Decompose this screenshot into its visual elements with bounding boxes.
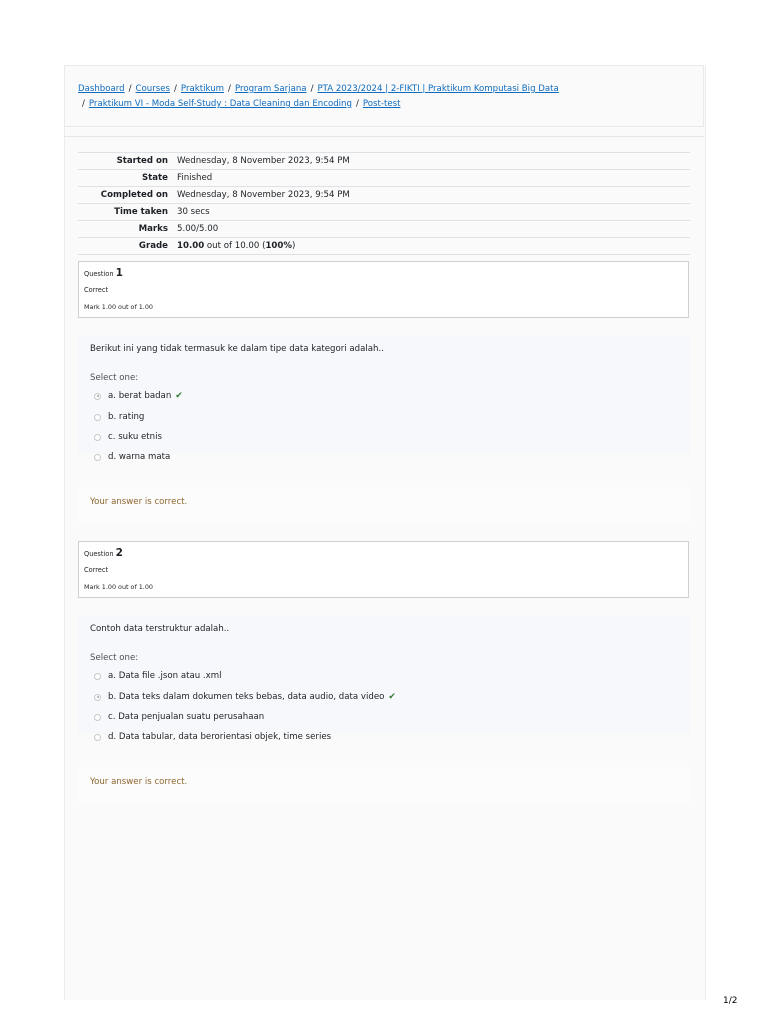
radio-button[interactable] [94,673,101,680]
answer-option-b[interactable]: b. rating [94,412,144,422]
attempt-summary-table [78,152,690,255]
summary-row: State Finished [78,170,690,187]
radio-button[interactable] [94,414,101,421]
summary-row: Time taken 30 secs [78,204,690,221]
breadcrumb-section[interactable]: Praktikum VI - Moda Self-Study : Data Cleaning dan Encoding [88,99,352,109]
page-number: 1/2 [723,996,738,1006]
select-prompt: Select one: [90,373,139,383]
breadcrumb-post-test[interactable]: Post-test [362,99,401,109]
select-prompt: Select one: [90,653,139,663]
answer-option-d[interactable]: d. warna mata [94,452,170,462]
question-formulation-1 [78,336,690,462]
question-state: Correct [84,566,109,574]
answer-option-a[interactable]: a. berat badan ✔ [94,391,183,401]
divider [64,136,704,137]
question-mark: Mark 1.00 out of 1.00 [84,583,153,591]
answer-option-c[interactable]: c. Data penjualan suatu perusahaan [94,712,264,722]
checkmark-icon: ✔ [175,391,183,401]
summary-row: Started on Wednesday, 8 November 2023, 9:54 PM [78,153,690,170]
answer-option-b[interactable]: b. Data teks dalam dokumen teks bebas, data audio, data video ✔ [94,692,396,702]
checkmark-icon: ✔ [388,692,396,702]
summary-row: Marks 5.00/5.00 [78,221,690,238]
answer-option-d[interactable]: d. Data tabular, data berorientasi objek, time series [94,732,331,742]
summary-row: Completed on Wednesday, 8 November 2023, 9:54 PM [78,187,690,204]
feedback-2: Your answer is correct. [78,767,690,804]
radio-button[interactable] [94,714,101,721]
question-text: Berikut ini yang tidak termasuk ke dalam tipe data kategori adalah.. [90,344,384,354]
breadcrumb-dashboard[interactable]: Dashboard [78,84,125,94]
radio-button[interactable] [94,734,101,741]
question-info-1: Question 1 Correct Mark 1.00 out of 1.00 [78,261,689,318]
breadcrumb-course[interactable]: PTA 2023/2024 | 2-FIKTI | Praktikum Komputasi Big Data [317,84,559,94]
summary-row: Grade 10.00 out of 10.00 (100%) [78,238,690,255]
radio-button[interactable] [94,454,101,461]
radio-button[interactable] [94,393,101,400]
question-state: Correct [84,286,109,294]
answer-option-c[interactable]: c. suku etnis [94,432,162,442]
question-text: Contoh data terstruktur adalah.. [90,624,230,634]
breadcrumb: Dashboard / Courses / Praktikum / Program Sarjana / PTA 2023/2024 | 2-FIKTI | Praktikum Komputasi Big Data / Praktikum VI - Moda Self-Study : Data Cleaning dan Encoding / Post-test [64,65,704,127]
question-mark: Mark 1.00 out of 1.00 [84,303,153,311]
breadcrumb-courses[interactable]: Courses [135,84,171,94]
answer-option-a[interactable]: a. Data file .json atau .xml [94,671,222,681]
question-info-2: Question 2 Correct Mark 1.00 out of 1.00 [78,541,689,598]
radio-button[interactable] [94,694,101,701]
question-formulation-2 [78,616,690,742]
breadcrumb-program-sarjana[interactable]: Program Sarjana [234,84,307,94]
breadcrumb-praktikum[interactable]: Praktikum [180,84,225,94]
feedback-1: Your answer is correct. [78,487,690,524]
radio-button[interactable] [94,434,101,441]
